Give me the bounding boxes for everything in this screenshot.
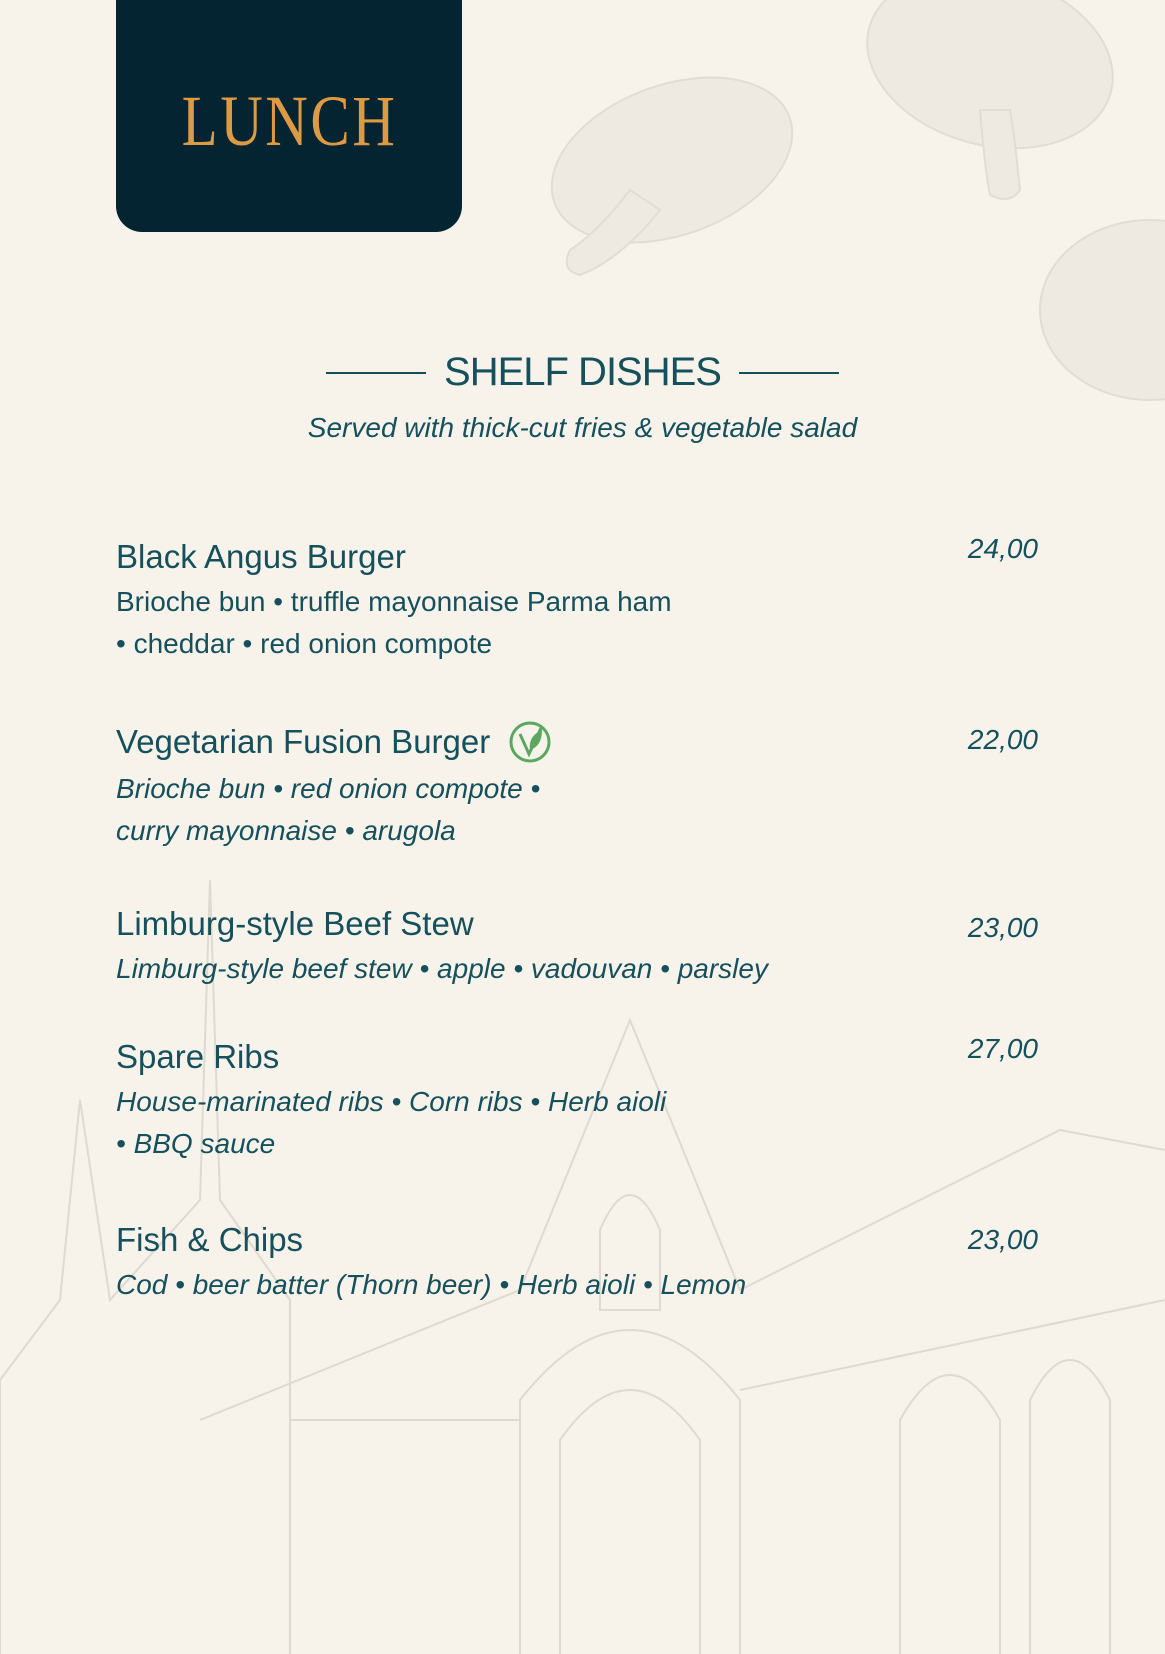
item-description <box>116 1264 1038 1306</box>
divider-right <box>739 372 839 374</box>
item-description <box>116 948 1038 990</box>
menu-item <box>116 720 1038 852</box>
item-price: 22,00 <box>967 724 1038 755</box>
item-description <box>116 768 1038 852</box>
section-title: SHELF DISHES <box>444 350 721 394</box>
description-line: • cheddar • red onion compote <box>116 628 493 659</box>
vegetarian-icon <box>508 720 552 764</box>
item-price: 23,00 <box>967 912 1038 943</box>
description-line: Cod • beer batter (Thorn beer) • Herb aioli • Lemon <box>116 1269 747 1300</box>
description-line: curry mayonnaise • arugola <box>116 815 456 846</box>
menu-item <box>116 1033 1038 1165</box>
item-price: 24,00 <box>967 533 1038 564</box>
item-name: Spare Ribs <box>116 1038 280 1075</box>
item-name: Fish & Chips <box>116 1221 304 1258</box>
menu-item <box>116 1220 1038 1306</box>
menu-item <box>116 533 1038 665</box>
divider-left <box>326 372 426 374</box>
description-line: Brioche bun • red onion compote • <box>116 773 541 804</box>
description-line: Brioche bun • truffle mayonnaise Parma ham <box>116 586 672 617</box>
header-box <box>116 0 462 232</box>
menu-item <box>116 904 1038 990</box>
item-name: Limburg-style Beef Stew <box>116 905 474 942</box>
page-title: LUNCH <box>181 80 397 161</box>
section-subtitle: Served with thick-cut fries & vegetable salad <box>307 412 858 443</box>
description-line: Limburg-style beef stew • apple • vadouvan • parsley <box>116 953 768 984</box>
item-description <box>116 1081 1038 1165</box>
item-price: 23,00 <box>967 1224 1038 1255</box>
item-description <box>116 581 1038 665</box>
description-line: • BBQ sauce <box>116 1128 276 1159</box>
item-name: Vegetarian Fusion Burger <box>116 723 491 760</box>
section-header <box>0 350 1165 395</box>
description-line: House-marinated ribs • Corn ribs • Herb aioli <box>116 1086 667 1117</box>
item-name: Black Angus Burger <box>116 538 406 575</box>
item-name-row <box>116 720 1038 764</box>
mushroom-illustration <box>529 0 1165 400</box>
item-price: 27,00 <box>967 1033 1038 1064</box>
